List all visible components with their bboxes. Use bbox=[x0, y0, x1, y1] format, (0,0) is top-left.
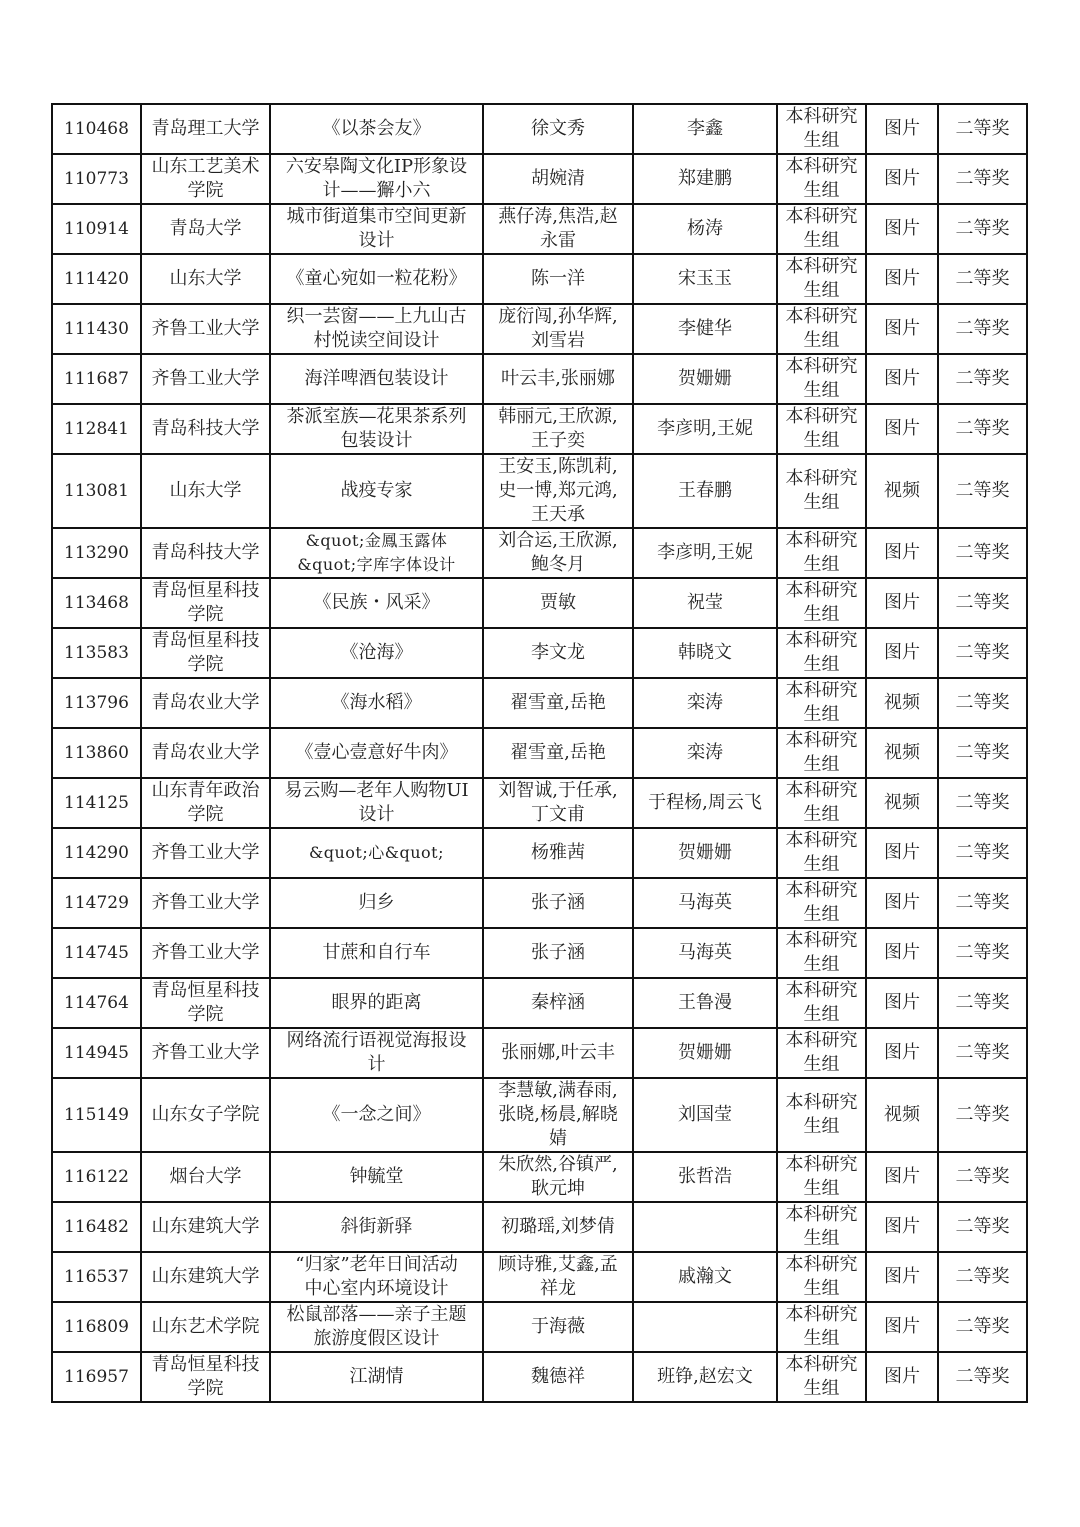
award-cell: 二等奖 bbox=[938, 1202, 1027, 1252]
entry-id-cell: 113583 bbox=[52, 628, 141, 678]
entry-id-cell: 116957 bbox=[52, 1352, 141, 1402]
authors-cell: 王安玉,陈凯莉, 史一博,郑元鸿, 王天承 bbox=[483, 454, 633, 528]
group-cell: 本科研究 生组 bbox=[777, 678, 866, 728]
award-cell: 二等奖 bbox=[938, 304, 1027, 354]
authors-cell: 张子涵 bbox=[483, 878, 633, 928]
entry-id-cell: 115149 bbox=[52, 1078, 141, 1152]
work-type-cell: 图片 bbox=[866, 404, 938, 454]
work-title-cell: 江湖情 bbox=[270, 1352, 483, 1402]
group-cell: 本科研究 生组 bbox=[777, 404, 866, 454]
authors-cell: 李慧敏,满春雨, 张晓,杨晨,解晓 婧 bbox=[483, 1078, 633, 1152]
work-title-cell: 松鼠部落——亲子主题 旅游度假区设计 bbox=[270, 1302, 483, 1352]
work-title-cell: 战疫专家 bbox=[270, 454, 483, 528]
school-cell: 山东大学 bbox=[141, 254, 270, 304]
work-type-cell: 图片 bbox=[866, 628, 938, 678]
award-cell: 二等奖 bbox=[938, 1302, 1027, 1352]
work-title-cell: &quot;心&quot; bbox=[270, 828, 483, 878]
group-cell: 本科研究 生组 bbox=[777, 1152, 866, 1202]
award-cell: 二等奖 bbox=[938, 728, 1027, 778]
work-type-cell: 图片 bbox=[866, 104, 938, 154]
award-cell: 二等奖 bbox=[938, 104, 1027, 154]
work-type-cell: 图片 bbox=[866, 304, 938, 354]
entry-id-cell: 114764 bbox=[52, 978, 141, 1028]
award-cell: 二等奖 bbox=[938, 578, 1027, 628]
award-cell: 二等奖 bbox=[938, 778, 1027, 828]
work-type-cell: 图片 bbox=[866, 254, 938, 304]
authors-cell: 燕仔涛,焦浩,赵 永雷 bbox=[483, 204, 633, 254]
entry-id-cell: 110468 bbox=[52, 104, 141, 154]
advisor-cell: 栾涛 bbox=[633, 728, 777, 778]
work-title-cell: 织一芸窗——上九山古 村悦读空间设计 bbox=[270, 304, 483, 354]
entry-id-cell: 110914 bbox=[52, 204, 141, 254]
school-cell: 齐鲁工业大学 bbox=[141, 828, 270, 878]
advisor-cell: 张哲浩 bbox=[633, 1152, 777, 1202]
authors-cell: 于海薇 bbox=[483, 1302, 633, 1352]
award-cell: 二等奖 bbox=[938, 204, 1027, 254]
advisor-cell: 李鑫 bbox=[633, 104, 777, 154]
school-cell: 青岛恒星科技 学院 bbox=[141, 1352, 270, 1402]
work-type-cell: 视频 bbox=[866, 1078, 938, 1152]
advisor-cell bbox=[633, 1202, 777, 1252]
group-cell: 本科研究 生组 bbox=[777, 578, 866, 628]
authors-cell: 陈一洋 bbox=[483, 254, 633, 304]
authors-cell: 张丽娜,叶云丰 bbox=[483, 1028, 633, 1078]
authors-cell: 胡婉清 bbox=[483, 154, 633, 204]
table-row bbox=[52, 154, 1027, 204]
table-row bbox=[52, 728, 1027, 778]
authors-cell: 顾诗雅,艾鑫,孟 祥龙 bbox=[483, 1252, 633, 1302]
group-cell: 本科研究 生组 bbox=[777, 304, 866, 354]
work-title-cell: 《壹心壹意好牛肉》 bbox=[270, 728, 483, 778]
advisor-cell bbox=[633, 1302, 777, 1352]
work-type-cell: 视频 bbox=[866, 678, 938, 728]
work-type-cell: 图片 bbox=[866, 878, 938, 928]
authors-cell: 刘智诚,于任承, 丁文甫 bbox=[483, 778, 633, 828]
table-row bbox=[52, 878, 1027, 928]
entry-id-cell: 111430 bbox=[52, 304, 141, 354]
work-title-cell: 海洋啤酒包装设计 bbox=[270, 354, 483, 404]
work-type-cell: 图片 bbox=[866, 978, 938, 1028]
school-cell: 山东女子学院 bbox=[141, 1078, 270, 1152]
work-type-cell: 图片 bbox=[866, 154, 938, 204]
group-cell: 本科研究 生组 bbox=[777, 1202, 866, 1252]
group-cell: 本科研究 生组 bbox=[777, 728, 866, 778]
table-row bbox=[52, 1202, 1027, 1252]
award-cell: 二等奖 bbox=[938, 978, 1027, 1028]
school-cell: 山东建筑大学 bbox=[141, 1202, 270, 1252]
school-cell: 山东青年政治 学院 bbox=[141, 778, 270, 828]
advisor-cell: 栾涛 bbox=[633, 678, 777, 728]
work-title-cell: 眼界的距离 bbox=[270, 978, 483, 1028]
school-cell: 齐鲁工业大学 bbox=[141, 304, 270, 354]
work-title-cell: 《沧海》 bbox=[270, 628, 483, 678]
award-cell: 二等奖 bbox=[938, 254, 1027, 304]
work-title-cell: 《一念之间》 bbox=[270, 1078, 483, 1152]
school-cell: 齐鲁工业大学 bbox=[141, 928, 270, 978]
award-cell: 二等奖 bbox=[938, 154, 1027, 204]
school-cell: 青岛科技大学 bbox=[141, 528, 270, 578]
work-title-cell: 《海水稻》 bbox=[270, 678, 483, 728]
group-cell: 本科研究 生组 bbox=[777, 154, 866, 204]
school-cell: 山东艺术学院 bbox=[141, 1302, 270, 1352]
group-cell: 本科研究 生组 bbox=[777, 254, 866, 304]
table-row bbox=[52, 778, 1027, 828]
work-type-cell: 图片 bbox=[866, 1352, 938, 1402]
table-body bbox=[52, 104, 1027, 1402]
authors-cell: 翟雪童,岳艳 bbox=[483, 728, 633, 778]
authors-cell: 魏德祥 bbox=[483, 1352, 633, 1402]
entry-id-cell: 113468 bbox=[52, 578, 141, 628]
group-cell: 本科研究 生组 bbox=[777, 628, 866, 678]
work-title-cell: 六安皋陶文化IP形象设 计——獬小六 bbox=[270, 154, 483, 204]
school-cell: 青岛科技大学 bbox=[141, 404, 270, 454]
group-cell: 本科研究 生组 bbox=[777, 928, 866, 978]
authors-cell: 庞衍闯,孙华辉, 刘雪岩 bbox=[483, 304, 633, 354]
entry-id-cell: 116809 bbox=[52, 1302, 141, 1352]
authors-cell: 杨雅茜 bbox=[483, 828, 633, 878]
award-cell: 二等奖 bbox=[938, 404, 1027, 454]
table-row bbox=[52, 528, 1027, 578]
table-row bbox=[52, 578, 1027, 628]
advisor-cell: 王春鹏 bbox=[633, 454, 777, 528]
school-cell: 青岛恒星科技 学院 bbox=[141, 628, 270, 678]
entry-id-cell: 112841 bbox=[52, 404, 141, 454]
table-row bbox=[52, 678, 1027, 728]
group-cell: 本科研究 生组 bbox=[777, 778, 866, 828]
work-type-cell: 视频 bbox=[866, 454, 938, 528]
school-cell: 山东大学 bbox=[141, 454, 270, 528]
table-row bbox=[52, 928, 1027, 978]
work-type-cell: 图片 bbox=[866, 828, 938, 878]
entry-id-cell: 111687 bbox=[52, 354, 141, 404]
award-cell: 二等奖 bbox=[938, 1152, 1027, 1202]
work-title-cell: 《童心宛如一粒花粉》 bbox=[270, 254, 483, 304]
award-cell: 二等奖 bbox=[938, 528, 1027, 578]
advisor-cell: 于程杨,周云飞 bbox=[633, 778, 777, 828]
advisor-cell: 刘国莹 bbox=[633, 1078, 777, 1152]
advisor-cell: 马海英 bbox=[633, 928, 777, 978]
entry-id-cell: 114125 bbox=[52, 778, 141, 828]
group-cell: 本科研究 生组 bbox=[777, 1252, 866, 1302]
advisor-cell: 李彦明,王妮 bbox=[633, 528, 777, 578]
entry-id-cell: 114745 bbox=[52, 928, 141, 978]
award-cell: 二等奖 bbox=[938, 628, 1027, 678]
school-cell: 青岛理工大学 bbox=[141, 104, 270, 154]
work-title-cell: 斜街新驿 bbox=[270, 1202, 483, 1252]
authors-cell: 贾敏 bbox=[483, 578, 633, 628]
group-cell: 本科研究 生组 bbox=[777, 354, 866, 404]
work-type-cell: 图片 bbox=[866, 1202, 938, 1252]
award-cell: 二等奖 bbox=[938, 354, 1027, 404]
group-cell: 本科研究 生组 bbox=[777, 1302, 866, 1352]
table-row bbox=[52, 1078, 1027, 1152]
work-type-cell: 图片 bbox=[866, 578, 938, 628]
group-cell: 本科研究 生组 bbox=[777, 1352, 866, 1402]
award-cell: 二等奖 bbox=[938, 1078, 1027, 1152]
authors-cell: 叶云丰,张丽娜 bbox=[483, 354, 633, 404]
group-cell: 本科研究 生组 bbox=[777, 104, 866, 154]
work-title-cell: 归乡 bbox=[270, 878, 483, 928]
entry-id-cell: 116482 bbox=[52, 1202, 141, 1252]
work-title-cell: 《以茶会友》 bbox=[270, 104, 483, 154]
award-cell: 二等奖 bbox=[938, 828, 1027, 878]
table-row bbox=[52, 454, 1027, 528]
award-cell: 二等奖 bbox=[938, 1352, 1027, 1402]
school-cell: 齐鲁工业大学 bbox=[141, 1028, 270, 1078]
table-row bbox=[52, 1302, 1027, 1352]
work-type-cell: 图片 bbox=[866, 354, 938, 404]
entry-id-cell: 111420 bbox=[52, 254, 141, 304]
advisor-cell: 贺姗姗 bbox=[633, 1028, 777, 1078]
advisor-cell: 杨涛 bbox=[633, 204, 777, 254]
group-cell: 本科研究 生组 bbox=[777, 204, 866, 254]
table-row bbox=[52, 104, 1027, 154]
award-table bbox=[51, 103, 1028, 1403]
authors-cell: 徐文秀 bbox=[483, 104, 633, 154]
table-row bbox=[52, 254, 1027, 304]
award-cell: 二等奖 bbox=[938, 1252, 1027, 1302]
advisor-cell: 贺姗姗 bbox=[633, 828, 777, 878]
group-cell: 本科研究 生组 bbox=[777, 978, 866, 1028]
work-title-cell: 钟毓堂 bbox=[270, 1152, 483, 1202]
table-row bbox=[52, 628, 1027, 678]
school-cell: 齐鲁工业大学 bbox=[141, 878, 270, 928]
table-row bbox=[52, 204, 1027, 254]
work-type-cell: 图片 bbox=[866, 1028, 938, 1078]
table-row bbox=[52, 1252, 1027, 1302]
authors-cell: 李文龙 bbox=[483, 628, 633, 678]
entry-id-cell: 113796 bbox=[52, 678, 141, 728]
advisor-cell: 郑建鹏 bbox=[633, 154, 777, 204]
work-title-cell: 网络流行语视觉海报设 计 bbox=[270, 1028, 483, 1078]
entry-id-cell: 114729 bbox=[52, 878, 141, 928]
school-cell: 青岛农业大学 bbox=[141, 678, 270, 728]
work-type-cell: 图片 bbox=[866, 1152, 938, 1202]
school-cell: 齐鲁工业大学 bbox=[141, 354, 270, 404]
entry-id-cell: 116537 bbox=[52, 1252, 141, 1302]
advisor-cell: 班铮,赵宏文 bbox=[633, 1352, 777, 1402]
group-cell: 本科研究 生组 bbox=[777, 828, 866, 878]
advisor-cell: 王鲁漫 bbox=[633, 978, 777, 1028]
school-cell: 青岛恒星科技 学院 bbox=[141, 978, 270, 1028]
award-cell: 二等奖 bbox=[938, 454, 1027, 528]
work-title-cell: 《民族・风采》 bbox=[270, 578, 483, 628]
school-cell: 山东工艺美术 学院 bbox=[141, 154, 270, 204]
entry-id-cell: 114945 bbox=[52, 1028, 141, 1078]
school-cell: 青岛恒星科技 学院 bbox=[141, 578, 270, 628]
table-row bbox=[52, 404, 1027, 454]
authors-cell: 刘合运,王欣源, 鲍冬月 bbox=[483, 528, 633, 578]
table-row bbox=[52, 304, 1027, 354]
award-cell: 二等奖 bbox=[938, 878, 1027, 928]
school-cell: 山东建筑大学 bbox=[141, 1252, 270, 1302]
advisor-cell: 李彦明,王妮 bbox=[633, 404, 777, 454]
work-type-cell: 图片 bbox=[866, 528, 938, 578]
authors-cell: 朱欣然,谷镇严, 耿元坤 bbox=[483, 1152, 633, 1202]
work-type-cell: 图片 bbox=[866, 928, 938, 978]
table-row bbox=[52, 1352, 1027, 1402]
advisor-cell: 宋玉玉 bbox=[633, 254, 777, 304]
group-cell: 本科研究 生组 bbox=[777, 454, 866, 528]
work-title-cell: “归家”老年日间活动 中心室内环境设计 bbox=[270, 1252, 483, 1302]
group-cell: 本科研究 生组 bbox=[777, 1078, 866, 1152]
advisor-cell: 马海英 bbox=[633, 878, 777, 928]
advisor-cell: 戚瀚文 bbox=[633, 1252, 777, 1302]
authors-cell: 初璐瑶,刘梦倩 bbox=[483, 1202, 633, 1252]
authors-cell: 翟雪童,岳艳 bbox=[483, 678, 633, 728]
advisor-cell: 祝莹 bbox=[633, 578, 777, 628]
advisor-cell: 李健华 bbox=[633, 304, 777, 354]
table-row bbox=[52, 1152, 1027, 1202]
entry-id-cell: 113081 bbox=[52, 454, 141, 528]
table-row bbox=[52, 1028, 1027, 1078]
award-cell: 二等奖 bbox=[938, 928, 1027, 978]
work-type-cell: 图片 bbox=[866, 1252, 938, 1302]
authors-cell: 秦梓涵 bbox=[483, 978, 633, 1028]
table-row bbox=[52, 828, 1027, 878]
work-type-cell: 图片 bbox=[866, 204, 938, 254]
authors-cell: 韩丽元,王欣源, 王子奕 bbox=[483, 404, 633, 454]
table-row bbox=[52, 978, 1027, 1028]
work-title-cell: 茶派室族—花果茶系列 包装设计 bbox=[270, 404, 483, 454]
table-row bbox=[52, 354, 1027, 404]
advisor-cell: 韩晓文 bbox=[633, 628, 777, 678]
school-cell: 青岛农业大学 bbox=[141, 728, 270, 778]
work-type-cell: 图片 bbox=[866, 1302, 938, 1352]
work-title-cell: 城市街道集市空间更新 设计 bbox=[270, 204, 483, 254]
entry-id-cell: 116122 bbox=[52, 1152, 141, 1202]
group-cell: 本科研究 生组 bbox=[777, 878, 866, 928]
work-type-cell: 视频 bbox=[866, 778, 938, 828]
authors-cell: 张子涵 bbox=[483, 928, 633, 978]
group-cell: 本科研究 生组 bbox=[777, 528, 866, 578]
group-cell: 本科研究 生组 bbox=[777, 1028, 866, 1078]
school-cell: 烟台大学 bbox=[141, 1152, 270, 1202]
entry-id-cell: 110773 bbox=[52, 154, 141, 204]
entry-id-cell: 113290 bbox=[52, 528, 141, 578]
work-type-cell: 视频 bbox=[866, 728, 938, 778]
award-cell: 二等奖 bbox=[938, 678, 1027, 728]
advisor-cell: 贺姗姗 bbox=[633, 354, 777, 404]
award-cell: 二等奖 bbox=[938, 1028, 1027, 1078]
school-cell: 青岛大学 bbox=[141, 204, 270, 254]
entry-id-cell: 113860 bbox=[52, 728, 141, 778]
entry-id-cell: 114290 bbox=[52, 828, 141, 878]
work-title-cell: &quot;金鳳玉露体 &quot;字库字体设计 bbox=[270, 528, 483, 578]
work-title-cell: 易云购—老年人购物UI 设计 bbox=[270, 778, 483, 828]
work-title-cell: 甘蔗和自行车 bbox=[270, 928, 483, 978]
